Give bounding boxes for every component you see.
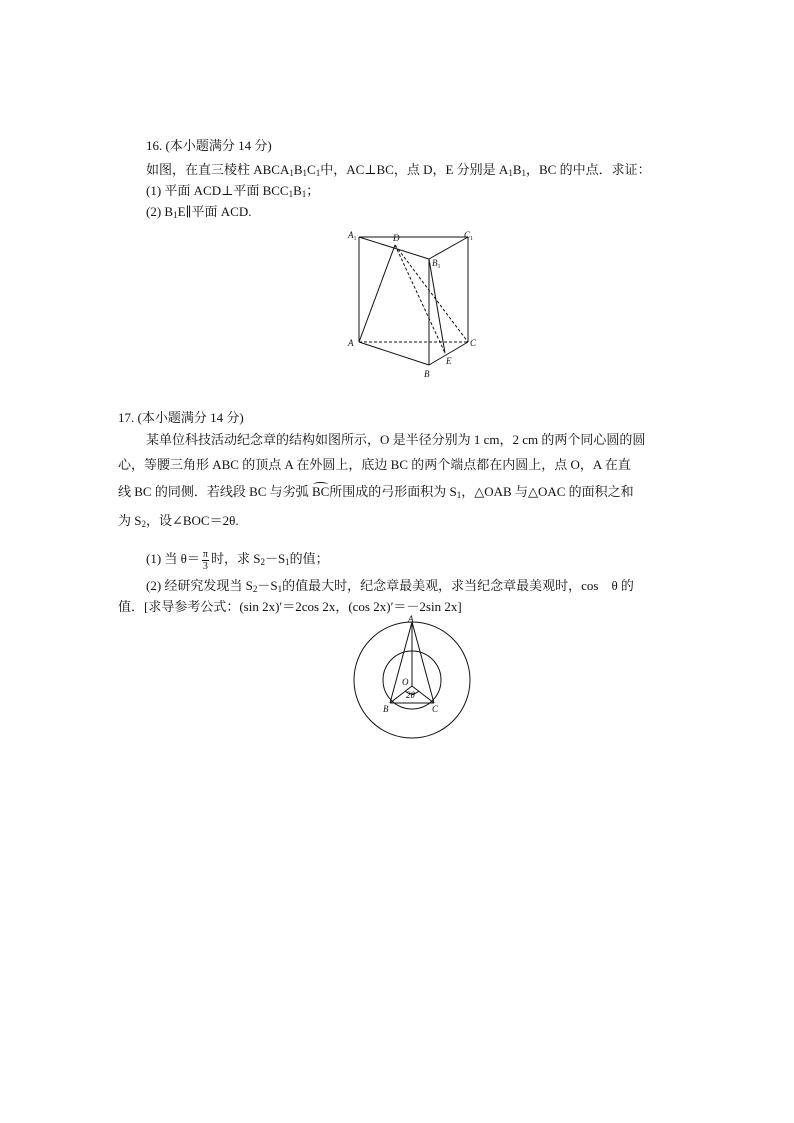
q16-part1: (1) 平面 ACD⊥平面 $BCC_1B_1$；: [146, 183, 320, 199]
q17-line1: 某单位科技活动纪念章的结构如图所示，O 是半径分别为 1 cm，2 cm 的两个同心圆的圆: [146, 432, 646, 447]
label-B: B: [424, 369, 430, 379]
q17-part1: (1) 当 θ＝ $\frac{\pi}{3}$ 时，求 $S_2-S_1$的值；: [146, 548, 329, 572]
label-A: A: [408, 614, 414, 624]
label-2theta: 2θ: [406, 690, 415, 700]
q17-part2: (2) 经研究发现当 $S_2-S_1$的值最大时，纪念章最美观，求当纪念章最美观时，cos θ 的: [146, 578, 634, 594]
label-B: B: [383, 704, 389, 714]
label-E: E: [446, 356, 452, 366]
q16-header: 16. (本小题满分 14 分): [146, 138, 272, 153]
label-D: D: [393, 233, 400, 243]
label-C: C: [432, 704, 439, 714]
q17-header: 17. (本小题满分 14 分): [118, 410, 244, 425]
q17-part2-cont: 值．[求导参考公式：(sin 2x)′＝2cos 2x，(cos 2x)′＝－2sin 2x]: [118, 599, 462, 614]
q16-part2: (2) $B_1E\parallel$平面 ACD.: [146, 204, 252, 220]
label-A: A: [348, 338, 354, 348]
label-C: C: [470, 338, 477, 348]
label-B1: $B_1$: [432, 258, 441, 270]
prism-figure: [340, 225, 480, 385]
label-C1: $C_1$: [464, 230, 474, 242]
q17-line2: 心，等腰三角形 ABC 的顶点 A 在外圆上，底边 BC 的两个端点都在内圆上，点 O，A 在直: [118, 457, 631, 472]
fraction-pi-over-3: $\frac{\pi}{3}$: [202, 548, 208, 572]
arc-bc: BC: [311, 484, 330, 499]
q16-stem: 如图，在直三棱柱 $ABCA_1B_1C_1$中，AC⊥BC，点 D，E 分别是 $A_1B_1$，BC 的中点．求证：: [146, 162, 651, 178]
q17-line4: 为 $S_2$，设∠BOC＝2θ.: [118, 513, 239, 529]
medal-figure: [352, 614, 472, 740]
q17-line3: 线 BC 的同侧．若线段 BC 与劣弧 BC所围成的弓形面积为 $S_1$，△OAB 与△OAC 的面积之和: [118, 484, 634, 500]
label-O: O: [402, 677, 409, 687]
label-A1: $A_1$: [348, 230, 357, 242]
